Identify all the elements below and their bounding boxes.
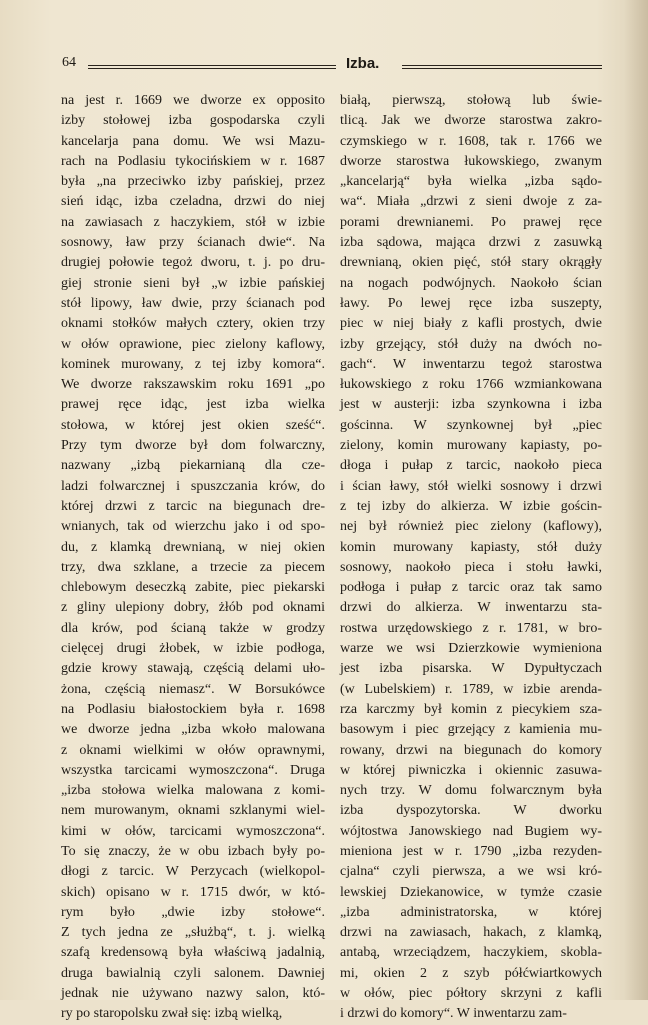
text-line: we dworze jedna „izba wkoło malowana [61, 722, 325, 738]
text-line: nazwany „izbą piekarnianą dla cze- [61, 458, 325, 474]
text-line: prawej ręce idąc, jest izba wielka [61, 397, 325, 413]
text-line: białą, pierwszą, stołową lub świe- [340, 93, 602, 108]
text-line: żona, częścią niemasz“. W Borsukówce [61, 681, 325, 697]
text-line: drzwi do alkierza. W inwentarzu sta- [340, 600, 602, 616]
text-line: rowany, drzwi na biegunach do komory [340, 742, 602, 758]
text-line: lewskiej Dziekanowice, w tymże czasie [340, 884, 602, 900]
text-line: ry po staropolsku zwał się: izbą wielką, [61, 1006, 283, 1022]
text-line: stół lipowy, ław dwie, przy ścianach pod [61, 295, 325, 311]
text-line: wójtostwa Janowskiego nad Bugiem wy- [340, 823, 602, 839]
header-rule-right [402, 65, 602, 69]
text-line: rza karczmy był komin z piecykiem sza- [340, 701, 602, 717]
text-line: drugiej połowie tegoż dworu, t. j. po dru- [61, 255, 325, 271]
text-line: antabą, wrzeciądzem, haczykiem, skobla- [340, 945, 602, 961]
text-line: w ołów, piec półtory skrzyni z kafli [340, 986, 602, 1002]
text-line: „izba administratorska, w której [340, 904, 602, 920]
text-line: zielony, komin murowany kapiasty, po- [340, 438, 602, 454]
text-line: komin murowany kapiasty, stół duży [340, 539, 602, 555]
text-line: dłogi z tarcic. W Perzycach (wielkopol- [61, 864, 325, 880]
text-line: stołowa, w której jest okien sześć“. [61, 417, 325, 433]
text-line: mieniona jest w r. 1790 „izba rezyden- [340, 843, 602, 859]
text-line: z oknami wielkimi w ołów oprawnymi, [61, 742, 325, 758]
page-edge-shadow [624, 0, 648, 1000]
text-line: cjalna“ czyli pierwsza, a we wsi kró- [340, 864, 602, 880]
text-line: drzwi na zawiasach, hakach, z klamką, [340, 925, 602, 941]
text-line: jednak nie używano nazwy salon, któ- [61, 986, 325, 1002]
text-line: na jest r. 1669 we dworze ex opposito [61, 93, 325, 108]
text-line: podłoga i pułap z tarcic oraz tak samo [340, 580, 602, 596]
text-line: sosnowy, ław przy ścianach dwie“. Na [61, 235, 325, 251]
text-line: gach“. W inwentarzu tegoż starostwa [340, 356, 602, 372]
text-line: kimi w ołów, tarcicami wymoszczona“. [61, 823, 325, 839]
text-line: była „na przeciwko izby pańskiej, przez [61, 174, 325, 190]
text-line: skich) opisano w r. 1715 dwór, w któ- [61, 884, 325, 900]
text-line: dworze starostwa łukowskiego, zwanym [340, 153, 602, 169]
text-line: dla krów, pod ścianą także w grodzy [61, 620, 325, 636]
text-line: izba sądowa, mająca drzwi z zasuwką [340, 235, 602, 251]
text-line: i drzwi do komory“. W inwentarzu zam- [340, 1006, 567, 1022]
text-line: szafą kredensową była właściwą jadalnią, [61, 945, 325, 961]
text-line: nem murowanym, oknami szklanymi wiel- [61, 803, 325, 819]
text-line: „kancelarją“ była wielka „izba sądo- [340, 174, 602, 190]
text-line: du, z klamką drewnianą, w niej okien [61, 539, 325, 555]
text-line: z gliny ulepiony dobry, żłób pod oknami [61, 600, 325, 616]
text-line: której drzwi z tarcic na biegunach dre- [61, 498, 325, 514]
text-line: w ołów oprawione, piec zielony kaflowy, [61, 336, 325, 352]
text-line: trzy, dwa szklane, a trzecie za piecem [61, 559, 325, 575]
text-line: „izba stołowa wielka malowana z komi- [61, 783, 325, 799]
text-line: i ścian ławy, stół wielki sosnowy i drzwi [340, 478, 602, 494]
text-line: czymskiego w r. 1608, tak r. 1766 we [340, 133, 602, 149]
text-line: druga bawialnią czyli salonem. Dawniej [61, 965, 325, 981]
text-line: basowym i piec grzejący z kamienia mu- [340, 722, 602, 738]
text-line: wnianych, tak od wierzchu jako i od spo- [61, 519, 325, 535]
text-line: tlicą. Jak we dworze starostwa zakro- [340, 113, 602, 129]
running-title: Izba. [346, 55, 380, 72]
text-line: ladzi folwarcznej i spuszczania krów, do [61, 478, 325, 494]
text-line: We dworze rakszawskim roku 1691 „po [61, 377, 325, 393]
text-line: dłoga i pułap z tarcic, naokoło pieca [340, 458, 602, 474]
text-line: To się znaczy, że w obu izbach były po- [61, 843, 325, 859]
text-line: mi, okien 2 z szyb półćwiartkowych [340, 965, 602, 981]
text-line: izby grzejący, stół duży na dwóch no- [340, 336, 602, 352]
text-column-left [61, 91, 325, 1025]
page-number: 64 [62, 55, 76, 70]
text-line: gdzie krowy stawają, częścią delami uło- [61, 661, 325, 677]
text-line: łukowskiego z roku 1766 wzmiankowana [340, 377, 602, 393]
text-line: cielęcej drugi żłobek, w izbie podłoga, [61, 641, 325, 657]
text-line: wszystka tarcicami wymoszczona“. Druga [61, 762, 325, 778]
text-line: sosnowy, naokoło pieca i stołu ławki, [340, 559, 602, 575]
text-line: w której piwniczka i okiennic zasuwa- [340, 762, 602, 778]
text-line: giej stronie sieni był „w izbie pańskiej [61, 275, 325, 291]
text-line: rostwa urzędowskiego z r. 1781, w bro- [340, 620, 602, 636]
text-line: nych trzy. W domu folwarcznym była [340, 783, 602, 799]
text-line: izby stołowej izba gospodarska czyli [61, 113, 325, 129]
text-line: chlebowym deseczką zabite, piec piekarski [61, 580, 325, 596]
page-header [62, 55, 602, 77]
text-line: Z tych jedna ze „służbą“, t. j. wielką [61, 925, 325, 941]
text-line: ławy. Po lewej ręce izba suszepty, [340, 295, 602, 311]
text-line: piec w niej biały z kafli prostych, dwie [340, 316, 602, 332]
text-line: rach na Podlasiu tykocińskiem w r. 1687 [61, 153, 325, 169]
text-line: kominek murowany, z tej izby komora“. [61, 356, 325, 372]
text-line: jest izba pisarska. W Dypułtyczach [340, 661, 602, 677]
text-line: z tej izby do alkierza. W izbie gościn- [340, 498, 602, 514]
text-line: (w Lubelskiem) r. 1789, w izbie arenda- [340, 681, 602, 697]
text-line: Przy tym dworze był dom folwarczny, [61, 438, 325, 454]
text-line: wa“. Miała „drzwi z sieni dwoje z za- [340, 194, 602, 210]
text-line: warze we wsi Dzierzkowie wymieniona [340, 641, 602, 657]
text-line: jest w austerji: izba szynkowna i izba [340, 397, 602, 413]
text-line: porami drewnianemi. Po prawej ręce [340, 214, 602, 230]
text-line: na zawiasach z haczykiem, stół w izbie [61, 214, 325, 230]
header-rule-left [88, 65, 336, 69]
text-line: nej był również piec zielony (kaflowy), [340, 519, 602, 535]
text-line: gościnna. W szynkownej był „piec [340, 417, 602, 433]
text-line: rym było „dwie izby stołowe“. [61, 904, 325, 920]
text-column-right [340, 91, 602, 1025]
text-line: na Podlasiu białostockiem była r. 1698 [61, 701, 325, 717]
text-line: sień idąc, izba czeladna, drzwi do niej [61, 194, 325, 210]
text-line: izba dyspozytorska. W dworku [340, 803, 602, 819]
text-line: kancelarja pana domu. We wsi Mazu- [61, 133, 325, 149]
text-line: drewnianą, okien pięć, stół stary okrągły [340, 255, 602, 271]
text-line: na nogach podwójnych. Naokoło ścian [340, 275, 602, 291]
text-line: oknami stołków małych cztery, okien trzy [61, 316, 325, 332]
